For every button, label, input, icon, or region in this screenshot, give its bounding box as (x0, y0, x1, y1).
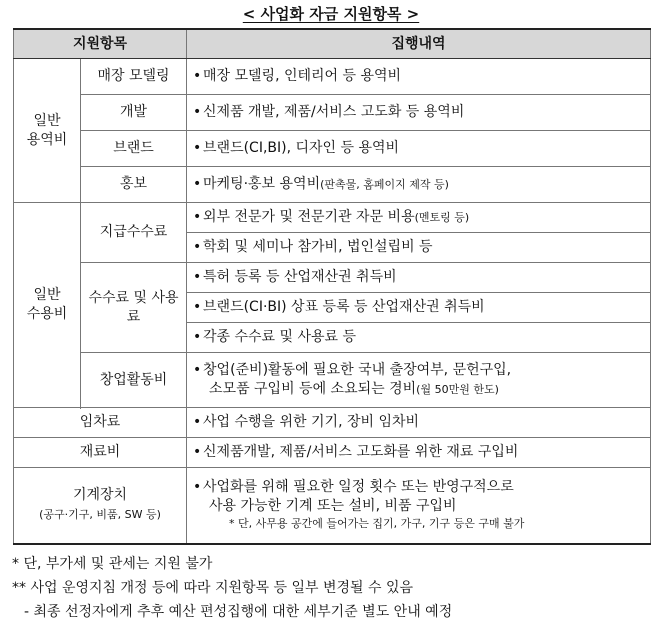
item-development: 개발 (81, 95, 187, 131)
table-header-row (14, 29, 651, 59)
detail-cell: • 특허 등록 등 산업재산권 취득비 (187, 263, 651, 293)
detail-cell: • 신제품 개발, 제품/서비스 고도화 등 용역비 (187, 95, 651, 131)
detail-cell: • 신제품개발, 제품/서비스 고도화를 위한 재료 구입비 (187, 438, 651, 468)
group-label-general-expense: 일반 수용비 (14, 203, 81, 408)
detail-cell: • 마케팅·홍보 용역비(판촉물, 홈페이지 제작 등) (187, 167, 651, 203)
table-row (14, 95, 651, 131)
item-machinery: 기계장치 (공구·기구, 비품, SW 등) (14, 468, 187, 544)
item-startup-activity: 창업활동비 (81, 353, 187, 408)
detail-cell: • 창업(준비)활동에 필요한 국내 출장여부, 문헌구입, 소모품 구입비 등에 소요되는 경비(월 50만원 한도) (187, 353, 651, 408)
header-execution-detail: 집행내역 (187, 29, 651, 59)
item-fee-and-usage: 수수료 및 사용료 (81, 263, 187, 353)
table-row (14, 408, 651, 438)
detail-cell: • 외부 전문가 및 전문기관 자문 비용(멘토링 등) (187, 203, 651, 233)
footer-note-3: - 최종 선정자에게 추후 예산 편성집행에 대한 세부기준 별도 안내 예정 (24, 604, 453, 620)
table-row (14, 167, 651, 203)
footer-note-2: ** 사업 운영지침 개정 등에 따라 지원항목 등 일부 변경될 수 있음 (12, 580, 414, 596)
group-label-general-service: 일반 용역비 (14, 59, 81, 203)
detail-cell: • 학회 및 세미나 참가비, 법인설립비 등 (187, 233, 651, 263)
table-row (14, 353, 651, 408)
table-row (14, 263, 651, 293)
detail-cell: • 사업 수행을 위한 기기, 장비 임차비 (187, 408, 651, 438)
footer-note-1: * 단, 부가세 및 관세는 지원 불가 (12, 556, 213, 572)
item-store-modeling: 매장 모델링 (81, 59, 187, 95)
detail-cell: • 매장 모델링, 인테리어 등 용역비 (187, 59, 651, 95)
support-items-table (13, 28, 651, 545)
item-material: 재료비 (14, 438, 187, 468)
page-title: < 사업화 자금 지원항목 > (242, 5, 420, 23)
table-row (14, 468, 651, 544)
detail-cell: • 브랜드(CI,BI), 디자인 등 용역비 (187, 131, 651, 167)
table-row (14, 59, 651, 95)
table-row (14, 438, 651, 468)
item-brand: 브랜드 (81, 131, 187, 167)
detail-cell: • 각종 수수료 및 사용료 등 (187, 323, 651, 353)
machinery-note: * 단, 사무용 공간에 들어가는 집기, 가구, 기구 등은 구매 불가 (229, 517, 525, 531)
detail-cell: • 사업화를 위해 필요한 일정 횟수 또는 반영구적으로 사용 가능한 기계 또는 설비, 비품 구입비 * 단, 사무용 공간에 들어가는 집기, 가구, 기구 등은 구매 불가 (187, 468, 651, 544)
table-row (14, 131, 651, 167)
detail-cell: • 브랜드(CI·BI) 상표 등록 등 산업재산권 취득비 (187, 293, 651, 323)
footer-notes (12, 552, 452, 624)
header-support-item: 지원항목 (14, 29, 187, 59)
table-row (14, 203, 651, 233)
item-promotion: 홍보 (81, 167, 187, 203)
item-rent: 임차료 (14, 408, 187, 438)
item-payment-fee: 지급수수료 (81, 203, 187, 263)
